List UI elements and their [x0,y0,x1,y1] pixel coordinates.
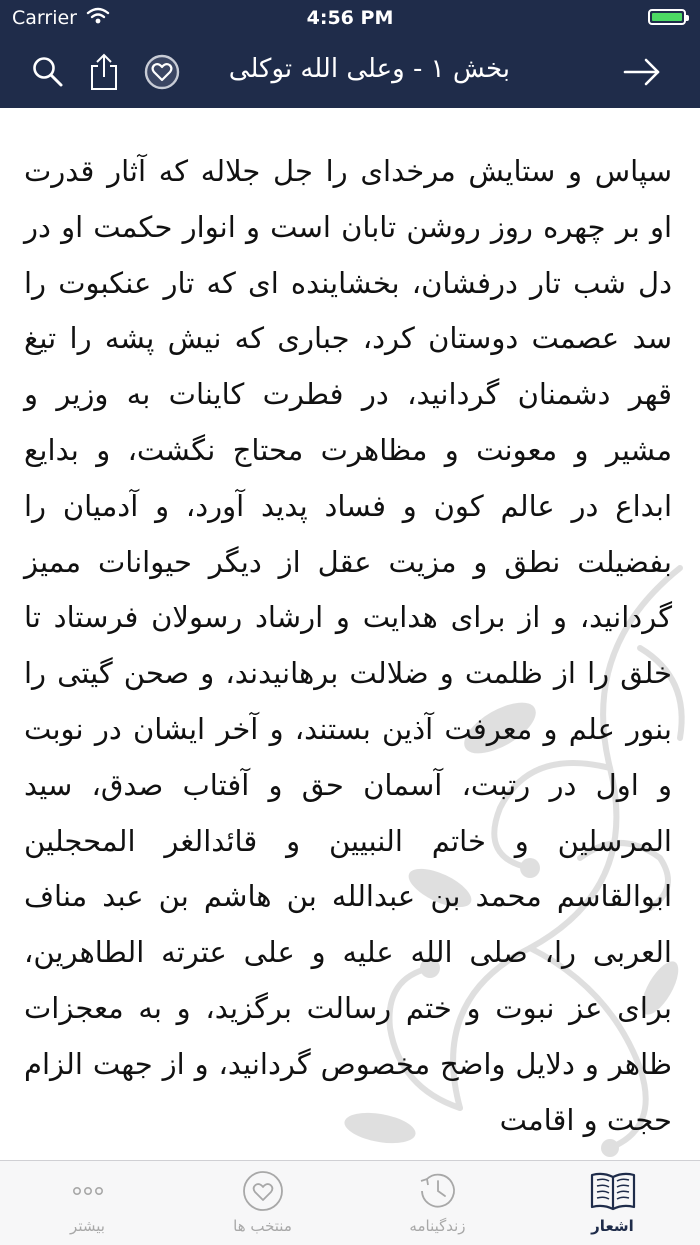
book-icon [525,1169,700,1213]
tab-more[interactable] [0,1161,175,1245]
more-icon [0,1169,175,1213]
poem-text[interactable]: سپاس و ستایش مرخدای را جل جلاله که آثار قدرت او بر چهره روز روشن تابان است و انوار حکمت او در دل شب تار درفشان، بخشاینده ای که تار عنکبوت را سد عصمت دوستان کرد، جباری که نیش پشه را تیغ قهر دشمنان گردانید، در فطرت کاینات به وزیر و مشیر و معونت و مظاهرت محتاج نگشت، و بدایع ابداع در عالم کون و فساد پدید آورد، و آدمیان را بفضیلت نطق و مزیت عقل از دیگر حیوانات ممیز گردانید، و از برای هدایت و ارشاد رسولان فرستاد تا خلق را از ظلمت و ضلالت برهانیدند، و صحن گیتی را بنور علم و معرفت آذین بستند، و آخر ایشان در نوبت و اول در رتبت، آسمان حق و آفتاب صدق، سید المرسلین و خاتم النبیین و قائدالغر المحجلین ابوالقاسم محمد بن عبدالله بن هاشم بن عبد مناف العربی را، صلی الله علیه و علی عترته الطاهرین، برای عز نبوت و ختم رسالت برگزید، و به معجزات ظاهر و دلایل واضح مخصوص گردانید، و از جهت الزام حجت و اقامت [24,154,672,1137]
carrier-label: Carrier [12,7,77,29]
tab-more-label: بیشتر [70,1217,105,1235]
heart-icon[interactable] [140,50,184,94]
status-time: 4:56 PM [306,7,394,29]
battery-level [652,13,682,21]
heart-circle-icon [175,1169,350,1213]
navigation-bar [0,36,700,108]
tab-favorites[interactable] [175,1161,350,1245]
arrow-right-icon[interactable] [620,50,664,94]
tab-biography[interactable] [350,1161,525,1245]
history-icon [350,1169,525,1213]
nav-title: بخش ۱ - وعلی الله توکلی [228,54,510,84]
search-icon[interactable] [26,50,70,94]
battery-icon [648,9,686,25]
share-icon[interactable] [82,50,126,94]
status-bar [0,0,700,36]
tab-poems-label: اشعار [591,1217,634,1235]
tab-poems[interactable] [525,1161,700,1245]
tab-bar [0,1160,700,1245]
tab-favorites-label: منتخب ها [233,1217,292,1235]
poem-content[interactable] [0,108,700,1160]
tab-biography-label: زندگینامه [409,1217,466,1235]
